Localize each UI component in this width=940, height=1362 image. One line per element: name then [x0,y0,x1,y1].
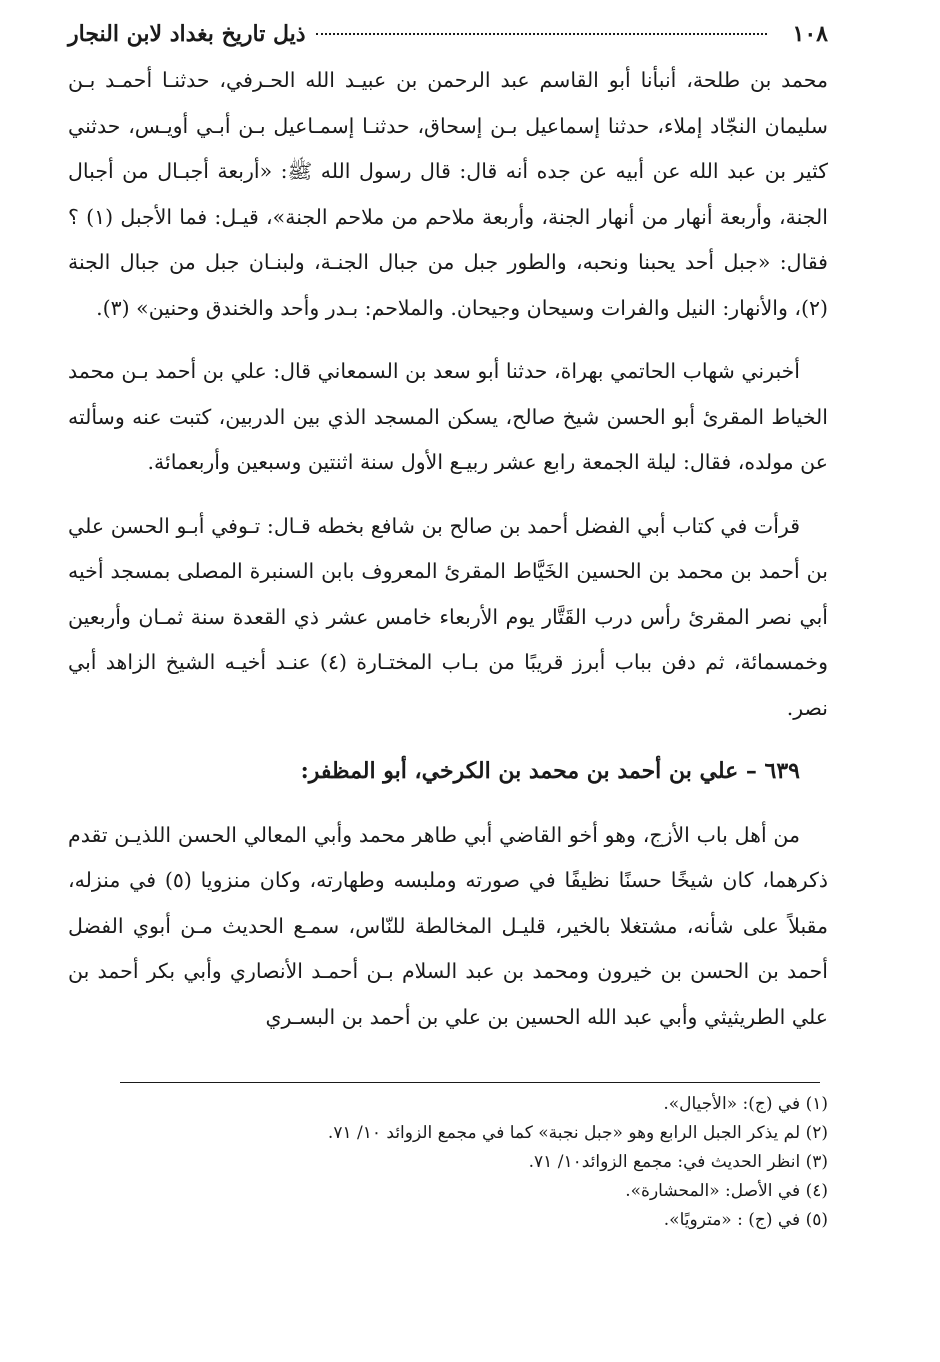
page-number: ١٠٨ [792,21,828,47]
footnote-5: (٥) في (ج) : «مترويًا». [663,1210,828,1230]
footnote-2: (٢) لم يذكر الجبل الرابع وهو «جبل نجبة» كما في مجمع الزوائد ١٠/ ٧١. [327,1123,828,1143]
footnotes [120,1090,828,1235]
paragraph-death-record: قرأت في كتاب أبي الفضل أحمد بن صالح بن شافع بخطه قـال: تـوفي أبـو الحسن علي بن أحمد بن محمد بن الحسين الخَيَّاط المقرئ المعروف بابن السنبرة المصلى بمسجد أخيه أبي نصر المقرئ رأس درب القَتَّار يوم الأربعاء خامس عشر ذي القعدة سنة ثمـان وأربعين وخمسمائة، ثم دفن بباب أبرز قريبًا من بـاب المختـارة (٤) عنـد أخيـه الشيخ الزاهد أبي نصر. [68,513,828,720]
paragraph-hadith: محمد بن طلحة، أنبأنا أبو القاسم عبد الرحمن بن عبيـد الله الحـرفي، حدثنـا أحمـد بـن سليمان النجّاد إملاء، حدثنا إسماعيل بـن إسحاق، حدثنـا إسمـاعيل بـن أبـي أويـس، حدثني كثير بن عبد الله عن أبيه عن جده أنه قال: قال رسول الله ﷺ: «أربعة أجبـال من أجبال الجنة، وأربعة أنهار من أنهار الجنة، وأربعة ملاحم من ملاحم الجنة»، قيـل: فما الأجبل (١) ؟ فقال: «جبل أحد يحبنا ونحبه، والطور جبل من جبال الجنـة، ولبنـان جبل من جبال الجنة (٢)، والأنهار: النيل والفرات وسيحان وجيحان. والملاحم: بـدر وأحد والخندق وحنين» (٣). [68,68,828,320]
book-title: ذيل تاريخ بغداد لابن النجار [68,21,306,47]
page-header [68,14,828,54]
entry-text: من أهل باب الأزج، وهو أخو القاضي أبي طاهر محمد وأبي المعالي الحسن اللذيـن تقدم ذكرهما، كان شيخًا حسنًا نظيفًا في صورته وملبسه وطهارته، وكان منزويا (٥) في منزله، مقبلاً على شأنه، مشتغلا بالخير، قليـل المخالطة للنّاس، سمـع الحديث مـن أبوي الفضل أحمد بن الحسن بن خيرون ومحمد بن عبد السلام بـن أحمـد الأنصاري وأبي بكر أحمد بن علي الطريثيثي وأبي عبد الله الحسين بن علي بن أحمد بن البسـري [68,822,829,1029]
footnote-divider [120,1082,820,1083]
main-text [68,58,828,1058]
header-dotted-leader [316,33,767,35]
entry-heading: ٦٣٩ – علي بن أحمد بن محمد بن الكرخي، أبو المظفر: [300,758,800,784]
paragraph-biography: أخبرني شهاب الحاتمي بهراة، حدثنا أبو سعد بن السمعاني قال: علي بن أحمد بـن محمد الخياط المقرئ أبو الحسن شيخ صالح، يسكن المسجد الذي بين الدربين، كتبت عنه وسألته عن مولده، فقال: ليلة الجمعة رابع عشر ربيـع الأول سنة اثنتين وسبعين وأربعمائة. [68,359,828,474]
footnote-3: (٣) انظر الحديث في: مجمع الزوائد١٠/ ٧١. [528,1152,828,1172]
footnote-1: (١) في (ج): «الأجيال». [663,1094,828,1114]
footnote-4: (٤) في الأصل: «المحشارة». [625,1181,828,1201]
